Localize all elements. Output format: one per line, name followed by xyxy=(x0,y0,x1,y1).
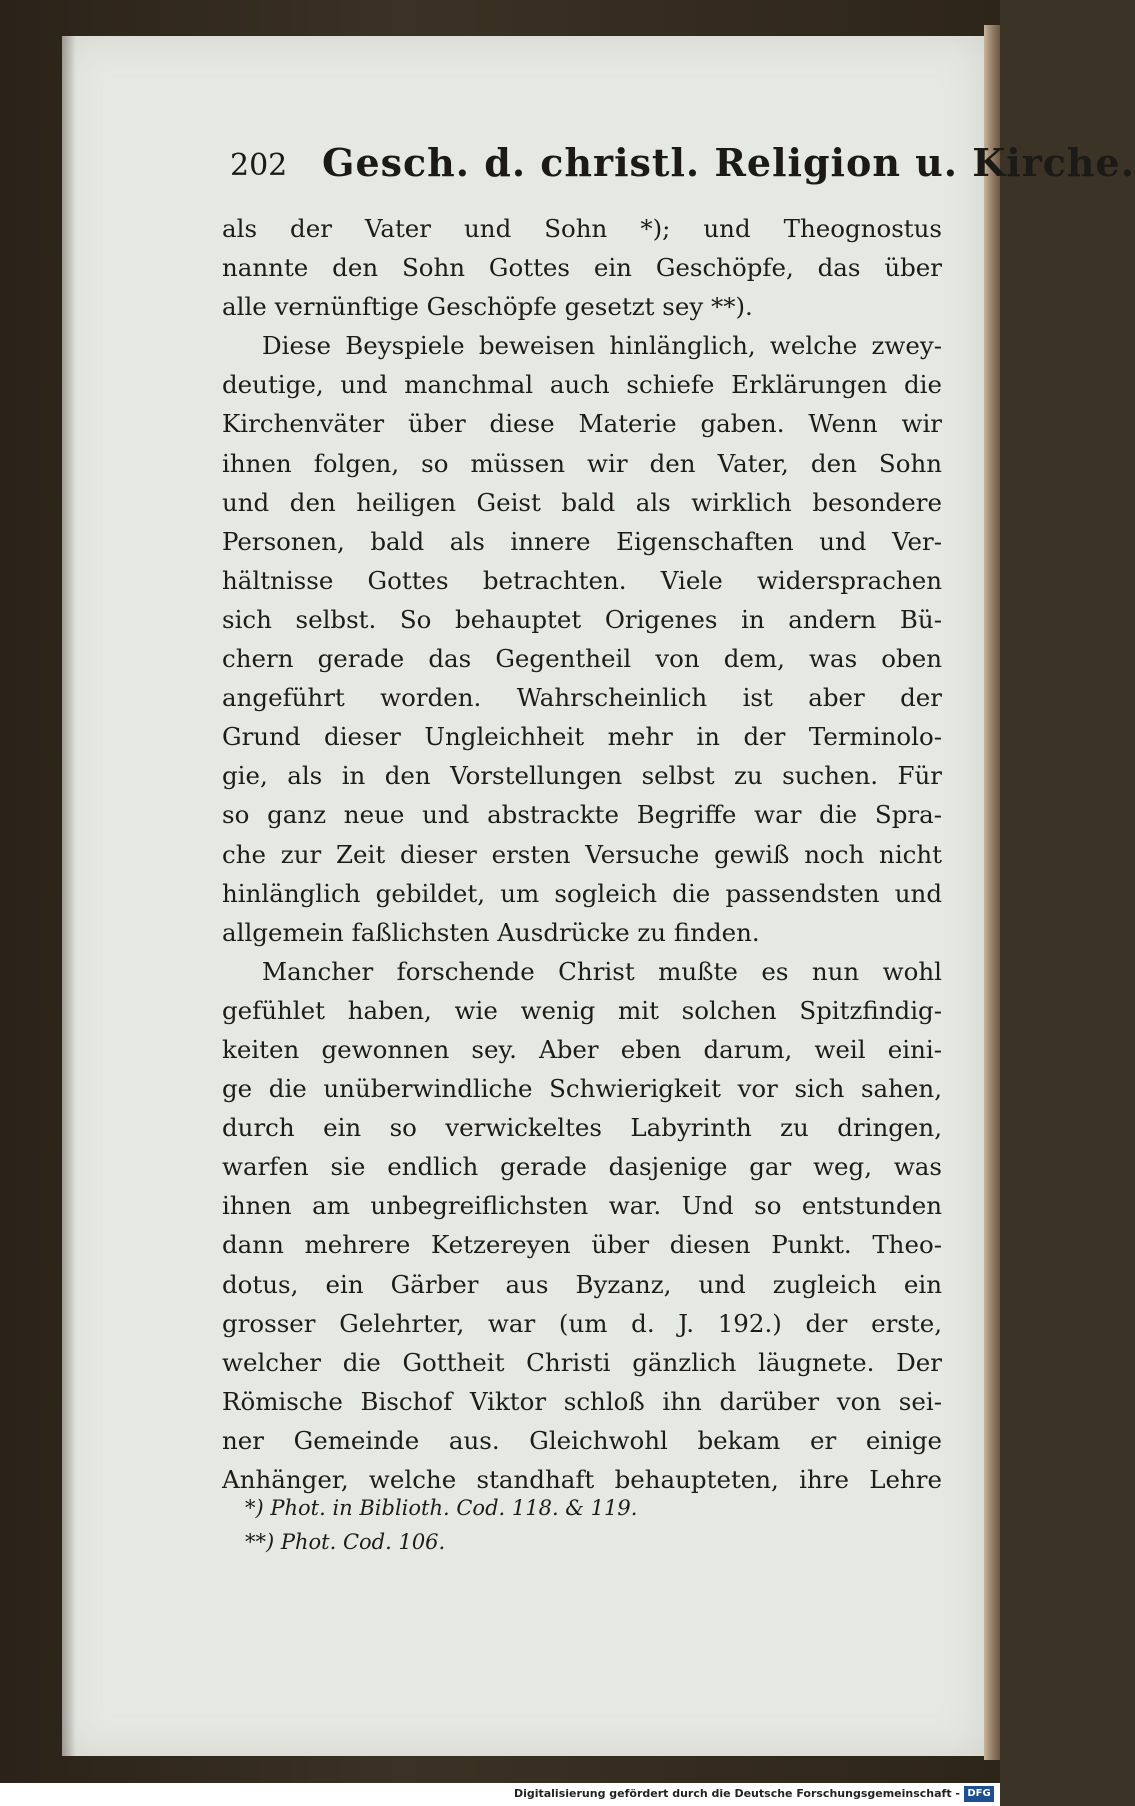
text-line: Kirchenväter über diese Materie gaben. Wenn wir xyxy=(222,409,942,439)
gutter-shadow xyxy=(62,36,76,1756)
text-line: ner Gemeinde aus. Gleichwohl bekam er einige xyxy=(222,1425,942,1455)
text-line: Anhänger, welche standhaft behaupteten, ihre Lehre xyxy=(222,1465,942,1494)
text-line: chern gerade das Gegentheil von dem, was oben xyxy=(222,644,942,674)
text-line: so ganz neue und abstrackte Begriffe war die Spra- xyxy=(222,800,942,830)
text-line: dann mehrere Ketzereyen über diesen Punkt. Theo- xyxy=(222,1230,942,1260)
text-line: hinlänglich gebildet, um sogleich die passendsten und xyxy=(222,878,942,908)
text-line: Diese Beyspiele beweisen hinlänglich, welche zwey- xyxy=(262,331,942,361)
text-line: Personen, bald als innere Eigenschaften und Ver- xyxy=(222,526,942,556)
funding-credit: Digitalisierung gefördert durch die Deutsche Forschungsgemeinschaft - xyxy=(513,1787,960,1800)
text-line: dotus, ein Gärber aus Byzanz, und zugleich ein xyxy=(222,1269,942,1299)
text-line: gie, als in den Vorstellungen selbst zu suchen. Für xyxy=(222,761,942,791)
body-text xyxy=(222,209,942,1499)
text-line: alle vernünftige Geschöpfe gesetzt sey **). xyxy=(222,292,753,322)
digitization-footer xyxy=(0,1783,1000,1806)
text-line: allgemein faßlichsten Ausdrücke zu finden. xyxy=(222,917,760,947)
text-line: welcher die Gottheit Christi gänzlich läugnete. Der xyxy=(222,1347,942,1377)
text-line: Grund dieser Ungleichheit mehr in der Terminolo- xyxy=(222,722,942,752)
text-line: che zur Zeit dieser ersten Versuche gewiß noch nicht xyxy=(222,839,942,869)
text-line: ihnen folgen, so müssen wir den Vater, den Sohn xyxy=(222,448,942,478)
text-line: Mancher forschende Christ mußte es nun wohl xyxy=(262,956,942,986)
text-line: sich selbst. So behauptet Origenes in andern Bü- xyxy=(222,604,942,634)
footnotes xyxy=(245,1491,845,1559)
text-line: deutige, und manchmal auch schiefe Erklärungen die xyxy=(222,370,942,400)
text-line: keiten gewonnen sey. Aber eben darum, weil eini- xyxy=(222,1034,942,1064)
text-line: Römische Bischof Viktor schloß ihn darüber von sei- xyxy=(222,1386,942,1416)
footnote: *) Phot. in Biblioth. Cod. 118. & 119. xyxy=(245,1496,638,1520)
text-line: als der Vater und Sohn *); und Theognostus xyxy=(222,214,942,243)
page-edge xyxy=(984,25,1000,1760)
text-line: angeführt worden. Wahrscheinlich ist aber der xyxy=(222,683,942,713)
page-header xyxy=(230,140,1135,200)
page-number: 202 xyxy=(230,148,288,183)
text-line: ge die unüberwindliche Schwierigkeit vor sich sahen, xyxy=(222,1074,942,1104)
running-head: Gesch. d. christl. Religion u. Kirche. xyxy=(322,140,1135,185)
text-line: hältnisse Gottes betrachten. Viele widersprachen xyxy=(222,565,942,595)
text-line: durch ein so verwickeltes Labyrinth zu dringen, xyxy=(222,1113,942,1143)
dfg-logo-icon: DFG xyxy=(964,1786,994,1802)
text-line: nannte den Sohn Gottes ein Geschöpfe, das über xyxy=(222,253,942,283)
text-line: grosser Gelehrter, war (um d. J. 192.) der erste, xyxy=(222,1308,942,1338)
text-line: gefühlet haben, wie wenig mit solchen Spitzfindig- xyxy=(222,995,942,1025)
footnote: **) Phot. Cod. 106. xyxy=(245,1530,446,1554)
text-line: und den heiligen Geist bald als wirklich besondere xyxy=(222,487,942,517)
text-line: ihnen am unbegreiflichsten war. Und so entstunden xyxy=(222,1191,942,1221)
text-line: warfen sie endlich gerade dasjenige gar weg, was xyxy=(222,1152,942,1182)
